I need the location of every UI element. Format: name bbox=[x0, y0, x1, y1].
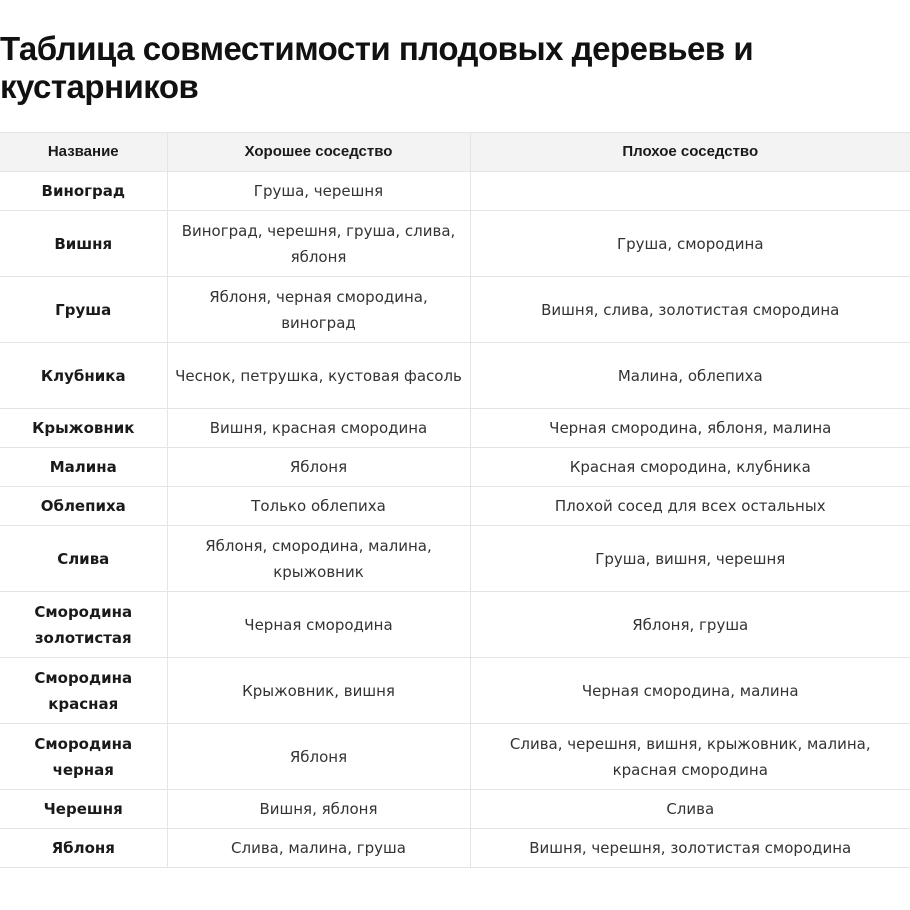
table-row bbox=[0, 487, 910, 526]
table-header-row bbox=[0, 133, 910, 172]
plant-name: Облепиха bbox=[0, 487, 167, 526]
plant-name: Слива bbox=[0, 526, 167, 592]
bad-neighbors: Черная смородина, яблоня, малина bbox=[470, 409, 910, 448]
table-row bbox=[0, 658, 910, 724]
plant-name: Груша bbox=[0, 277, 167, 343]
good-neighbors: Виноград, черешня, груша, слива, яблоня bbox=[167, 211, 470, 277]
plant-name: Крыжовник bbox=[0, 409, 167, 448]
good-neighbors: Вишня, красная смородина bbox=[167, 409, 470, 448]
good-neighbors: Черная смородина bbox=[167, 592, 470, 658]
good-neighbors: Крыжовник, вишня bbox=[167, 658, 470, 724]
plant-name: Смородина черная bbox=[0, 724, 167, 790]
bad-neighbors: Красная смородина, клубника bbox=[470, 448, 910, 487]
table-row bbox=[0, 409, 910, 448]
table-row bbox=[0, 829, 910, 868]
bad-neighbors bbox=[470, 172, 910, 211]
good-neighbors: Яблоня bbox=[167, 448, 470, 487]
table-row bbox=[0, 343, 910, 409]
bad-neighbors: Слива bbox=[470, 790, 910, 829]
plant-name: Смородина золотистая bbox=[0, 592, 167, 658]
plant-name: Вишня bbox=[0, 211, 167, 277]
table-row bbox=[0, 790, 910, 829]
bad-neighbors: Груша, вишня, черешня bbox=[470, 526, 910, 592]
good-neighbors: Яблоня, черная смородина, виноград bbox=[167, 277, 470, 343]
good-neighbors: Груша, черешня bbox=[167, 172, 470, 211]
plant-name: Клубника bbox=[0, 343, 167, 409]
good-neighbors: Вишня, яблоня bbox=[167, 790, 470, 829]
header-good-neighbors: Хорошее соседство bbox=[167, 133, 470, 172]
page-title: Таблица совместимости плодовых деревьев и кустарников bbox=[0, 30, 754, 105]
compatibility-table bbox=[0, 132, 910, 868]
good-neighbors: Чеснок, петрушка, кустовая фасоль bbox=[167, 343, 470, 409]
bad-neighbors: Вишня, черешня, золотистая смородина bbox=[470, 829, 910, 868]
plant-name: Виноград bbox=[0, 172, 167, 211]
bad-neighbors: Черная смородина, малина bbox=[470, 658, 910, 724]
table-row bbox=[0, 277, 910, 343]
bad-neighbors: Яблоня, груша bbox=[470, 592, 910, 658]
table-row bbox=[0, 211, 910, 277]
header-name: Название bbox=[0, 133, 167, 172]
header-bad-neighbors: Плохое соседство bbox=[470, 133, 910, 172]
table-row bbox=[0, 724, 910, 790]
good-neighbors: Яблоня, смородина, малина, крыжовник bbox=[167, 526, 470, 592]
good-neighbors: Яблоня bbox=[167, 724, 470, 790]
bad-neighbors: Плохой сосед для всех остальных bbox=[470, 487, 910, 526]
bad-neighbors: Малина, облепиха bbox=[470, 343, 910, 409]
plant-name: Яблоня bbox=[0, 829, 167, 868]
table-row bbox=[0, 448, 910, 487]
bad-neighbors: Груша, смородина bbox=[470, 211, 910, 277]
plant-name: Смородина красная bbox=[0, 658, 167, 724]
bad-neighbors: Вишня, слива, золотистая смородина bbox=[470, 277, 910, 343]
bad-neighbors: Слива, черешня, вишня, крыжовник, малина, красная смородина bbox=[470, 724, 910, 790]
plant-name: Черешня bbox=[0, 790, 167, 829]
plant-name: Малина bbox=[0, 448, 167, 487]
table-row bbox=[0, 172, 910, 211]
table-row bbox=[0, 526, 910, 592]
good-neighbors: Слива, малина, груша bbox=[167, 829, 470, 868]
good-neighbors: Только облепиха bbox=[167, 487, 470, 526]
table-row bbox=[0, 592, 910, 658]
